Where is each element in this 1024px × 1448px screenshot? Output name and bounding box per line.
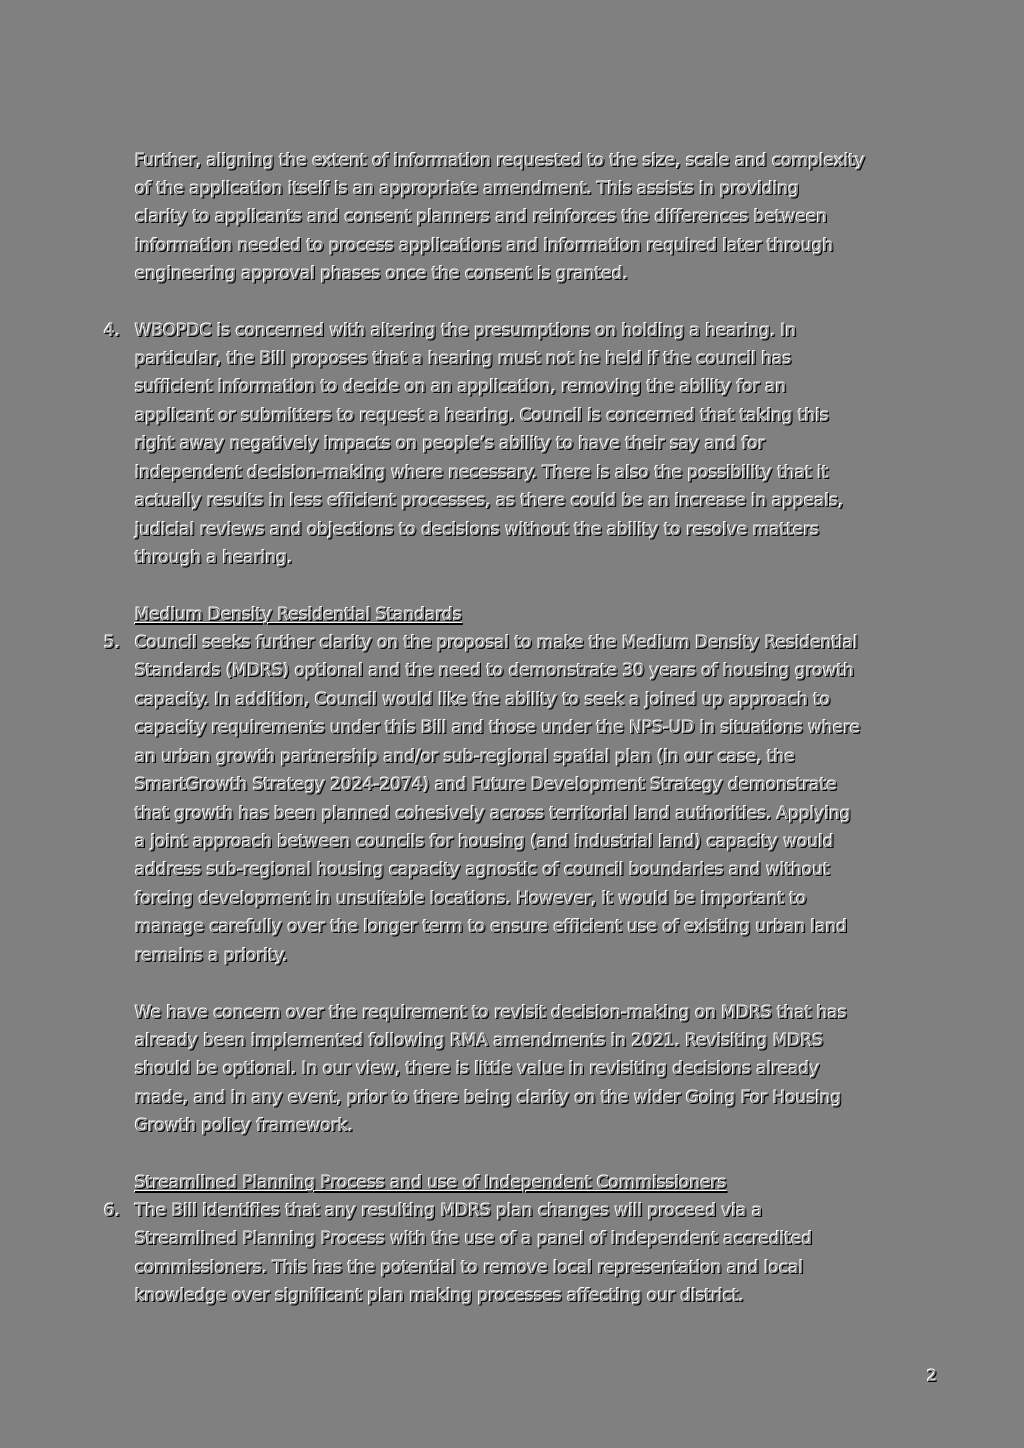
paragraph-line: knowledge over significant plan making processes affecting our district.	[135, 1286, 744, 1306]
paragraph-line: Standards (MDRS) optional and the need to demonstrate 30 years of housing growth	[135, 661, 855, 681]
list-number: 5.	[104, 633, 121, 653]
paragraph-line: The Bill identifies that any resulting MDRS plan changes will proceed via a	[135, 1201, 763, 1221]
paragraph-line: already been implemented following RMA amendments in 2021. Revisiting MDRS	[135, 1031, 824, 1051]
paragraph-line: SmartGrowth Strategy 2024-2074) and Future Development Strategy demonstrate	[135, 775, 837, 795]
paragraph-line: clarity to applicants and consent planners and reinforces the differences between	[135, 207, 828, 227]
paragraph-line: sufficient information to decide on an application, removing the ability for an	[135, 377, 787, 397]
paragraph-line: judicial reviews and objections to decisions without the ability to resolve matters	[135, 520, 820, 540]
paragraph-line: that growth has been planned cohesively across territorial land authorities. Applying	[135, 804, 851, 824]
paragraph-line: a joint approach between councils for housing (and industrial land) capacity would	[135, 832, 834, 852]
paragraph-line: an urban growth partnership and/or sub-regional spatial plan (in our case, the	[135, 747, 795, 767]
paragraph-line: Further, aligning the extent of information requested to the size, scale and complexity	[135, 151, 866, 171]
page-number: 2	[927, 1366, 938, 1385]
paragraph-line: engineering approval phases once the consent is granted.	[135, 264, 629, 284]
paragraph-line: made, and in any event, prior to there being clarity on the wider Going For Housing	[135, 1088, 842, 1108]
paragraph-line: right away negatively impacts on people’s ability to have their say and for	[135, 434, 766, 454]
paragraph-line: Streamlined Planning Process with the use of a panel of independent accredited	[135, 1229, 813, 1249]
paragraph-line: information needed to process applications and information required later through	[135, 236, 834, 256]
paragraph-line: particular, the Bill proposes that a hearing must not he held if the council has	[135, 349, 792, 369]
paragraph-line: remains a priority.	[135, 946, 288, 966]
paragraph-line: forcing development in unsuitable locations. However, it would be important to	[135, 889, 807, 909]
paragraph-line: through a hearing.	[135, 548, 293, 568]
paragraph-line: commissioners. This has the potential to remove local representation and local	[135, 1258, 804, 1278]
section-heading-spp: Streamlined Planning Process and use of Independent Commissioners	[135, 1173, 727, 1193]
paragraph-line: actually results in less efficient processes, as there could be an increase in appeals,	[135, 491, 844, 511]
list-number: 4.	[104, 321, 121, 341]
paragraph-line: independent decision-making where necessary. There is also the possibility that it	[135, 463, 829, 483]
paragraph-line: Council seeks further clarity on the proposal to make the Medium Density Residential	[135, 633, 858, 653]
paragraph-line: We have concern over the requirement to revisit decision-making on MDRS that has	[135, 1003, 847, 1023]
paragraph-line: WBOPDC is concerned with altering the presumptions on holding a hearing. In	[135, 321, 797, 341]
paragraph-line: capacity requirements under this Bill and those under the NPS-UD in situations where	[135, 718, 861, 738]
section-heading-mdrs: Medium Density Residential Standards	[135, 605, 462, 625]
paragraph-line: applicant or submitters to request a hearing. Council is concerned that taking this	[135, 406, 829, 426]
paragraph-line: capacity. In addition, Council would like the ability to seek a joined up approach to	[135, 690, 831, 710]
list-number: 6.	[104, 1201, 121, 1221]
paragraph-line: manage carefully over the longer term to ensure efficient use of existing urban land	[135, 917, 848, 937]
paragraph-line: address sub-regional housing capacity agnostic of council boundaries and without	[135, 860, 830, 880]
paragraph-line: of the application itself is an appropriate amendment. This assists in providing	[135, 179, 800, 199]
paragraph-line: should be optional. In our view, there is little value in revisiting decisions already	[135, 1059, 820, 1079]
paragraph-line: Growth policy framework.	[135, 1116, 354, 1136]
